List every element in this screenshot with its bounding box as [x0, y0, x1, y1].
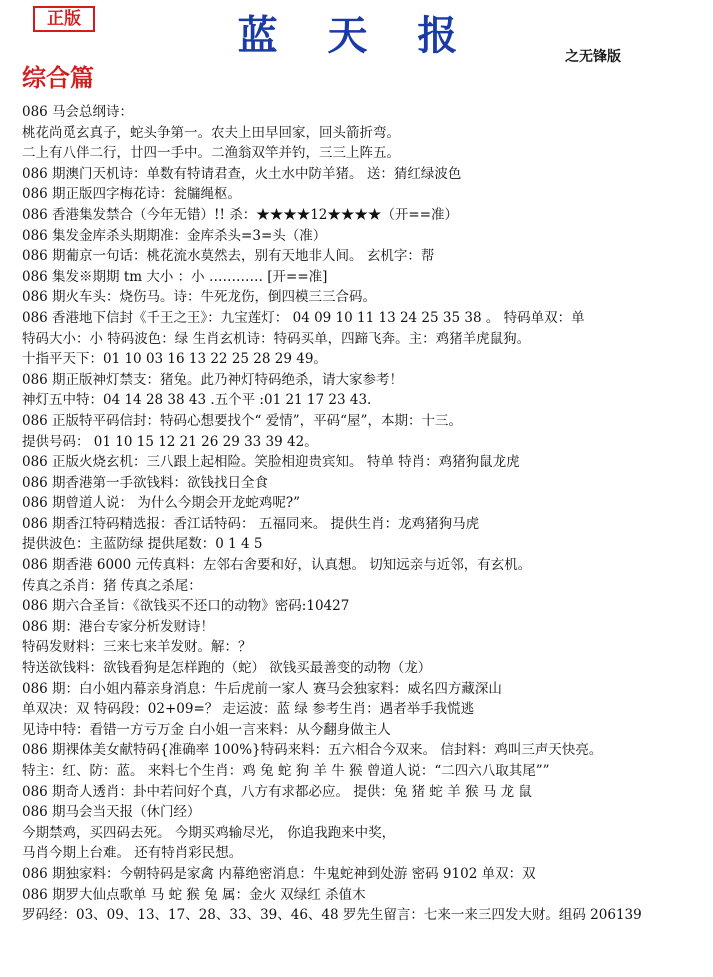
edition-label: 之无锋版: [565, 49, 621, 65]
content-lines: [22, 102, 702, 926]
text-line: 086 期火车头：烧伤马。诗：牛死龙伤，倒四模三三合码。: [22, 289, 377, 306]
text-line: 086 香港集发禁合（今年无错）!! 杀：★★★★12★★★★（开==准）: [22, 206, 459, 223]
newspaper-title: 蓝 天 报: [237, 12, 476, 59]
text-line: 086 期香江特码精选报：香江话特码： 五福同来。 提供生肖：龙鸡猪狗马虎: [22, 515, 480, 532]
text-line: 单双决：双 特码段：02+09=？ 走运波：蓝 绿 参考生肖：遇者举手我慌逃: [22, 701, 475, 718]
text-line: 086 期葡京一句话：桃花流水莫然去，别有天地非人间。 玄机字：帮: [22, 248, 435, 265]
text-line: 今期禁鸡，买四码去死。 今期买鸡输尽光， 你追我跑来中奖，: [22, 824, 396, 841]
text-line: 特码大小：小 特码波色：绿 生肖玄机诗：特码买单，四蹄飞奔。主：鸡猪羊虎鼠狗。: [22, 330, 531, 347]
text-line: 提供波色：主蓝防绿 提供尾数：0 1 4 5: [22, 536, 263, 553]
text-line: 086 马会总纲诗：: [22, 104, 134, 120]
text-line: 特码发财料：三来七来羊发财。解：？: [22, 639, 252, 656]
text-line: 086 香港地下信封《千王之王》：九宝莲灯： 04 09 10 11 13 24 25 35 38 。 特码单双：单: [22, 309, 585, 326]
text-line: 特送欲钱料：欲钱看狗是怎样跑的（蛇） 欲钱买最善变的动物（龙）: [22, 660, 432, 677]
text-line: 086 集发金库杀头期期准：金库杀头=3=头（准）: [22, 227, 327, 244]
text-line: 086 期奇人透肖：卦中若问好个真，八方有求都必应。 提供：兔 猪 蛇 羊 猴 马 龙 鼠: [22, 783, 532, 800]
text-line: 罗码经：03、09、13、17、28、33、39、46、48 罗先生留言：七来一来三四发大财。组码 206139: [22, 907, 642, 924]
text-line: 086 期正版神灯禁支：猪兔。此乃神灯特码绝杀，请大家参考！: [22, 371, 404, 388]
text-line: 086 期马会当天报（休门经）: [22, 804, 201, 821]
text-line: 传真之杀肖：猪 传真之杀尾：: [22, 577, 202, 594]
text-line: 086 正版特平码信封：特码心想要找个“ 爱情”，平码“屋”，本期：十三。: [22, 412, 462, 429]
text-line: 十指平天下：01 10 03 16 13 22 25 28 29 49。: [22, 351, 327, 368]
text-line: 086 期裸体美女献特码{准确率 100%}特码来料：五六相合今双来。 信封料：鸡叫三声天快亮。: [22, 742, 603, 759]
text-line: 086 期：白小姐内幕亲身消息：牛后虎前一家人 赛马会独家料：威名四方藏深山: [22, 680, 502, 697]
text-line: 086 集发※期期 tm 大小 ：小 ………… [开==准]: [22, 268, 328, 285]
text-line: 086 期正版四字梅花诗：瓮牖绳枢。: [22, 186, 242, 203]
text-line: 086 期：港台专家分析发财诗！: [22, 618, 215, 635]
text-line: 神灯五中特：04 14 28 38 43 .五个平 :01 21 17 23 43.: [22, 392, 372, 409]
text-line: 见诗中特：看错一方亏万金 白小姐一言来料：从今翻身做主人: [22, 721, 391, 738]
text-line: 提供号码： 01 10 15 12 21 26 29 33 39 42。: [22, 433, 318, 450]
text-line: 二上有八伴二行，廿四一手中。二渔翁双竿并钓，三三上阵五。: [22, 145, 400, 162]
text-line: 086 期澳门天机诗：单数有特请君查，火土水中防羊猪。 送：猜红绿波色: [22, 165, 462, 182]
text-line: 特主：红、防：蓝。 来料七个生肖：鸡 兔 蛇 狗 羊 牛 猴 曾道人说：“二四六八取其尾””: [22, 763, 550, 779]
section-heading: 综合篇: [22, 64, 94, 92]
text-line: 086 期曾道人说： 为什么今期会开龙蛇鸡呢?”: [22, 495, 300, 512]
edition-badge: 正版: [33, 6, 95, 32]
text-line: 086 期六合圣旨：《欲钱买不还口的动物》密码:10427: [22, 598, 350, 615]
text-line: 马肖今期上台难。 还有特肖彩民想。: [22, 845, 243, 862]
text-line: 桃花尚觅玄真子，蛇头争第一。农夫上田早回家，回头箭折弯。: [22, 124, 400, 141]
text-line: 086 期香港第一手欲钱料：欲钱找日全食: [22, 474, 269, 491]
text-line: 086 正版火烧玄机：三八跟上起相险。笑脸相迎贵宾知。 特单 特肖：鸡猪狗鼠龙虎: [22, 454, 520, 471]
text-line: 086 期罗大仙点歌单 马 蛇 猴 兔 属：金火 双绿红 杀值木: [22, 886, 366, 903]
text-line: 086 期香港 6000 元传真料：左邻右舍要和好，认真想。 切知远亲与近邻，有玄机。: [22, 557, 532, 574]
text-line: 086 期独家料：今朝特码是家禽 内幕绝密消息：牛鬼蛇神到处游 密码 9102 单双：双: [22, 865, 536, 882]
